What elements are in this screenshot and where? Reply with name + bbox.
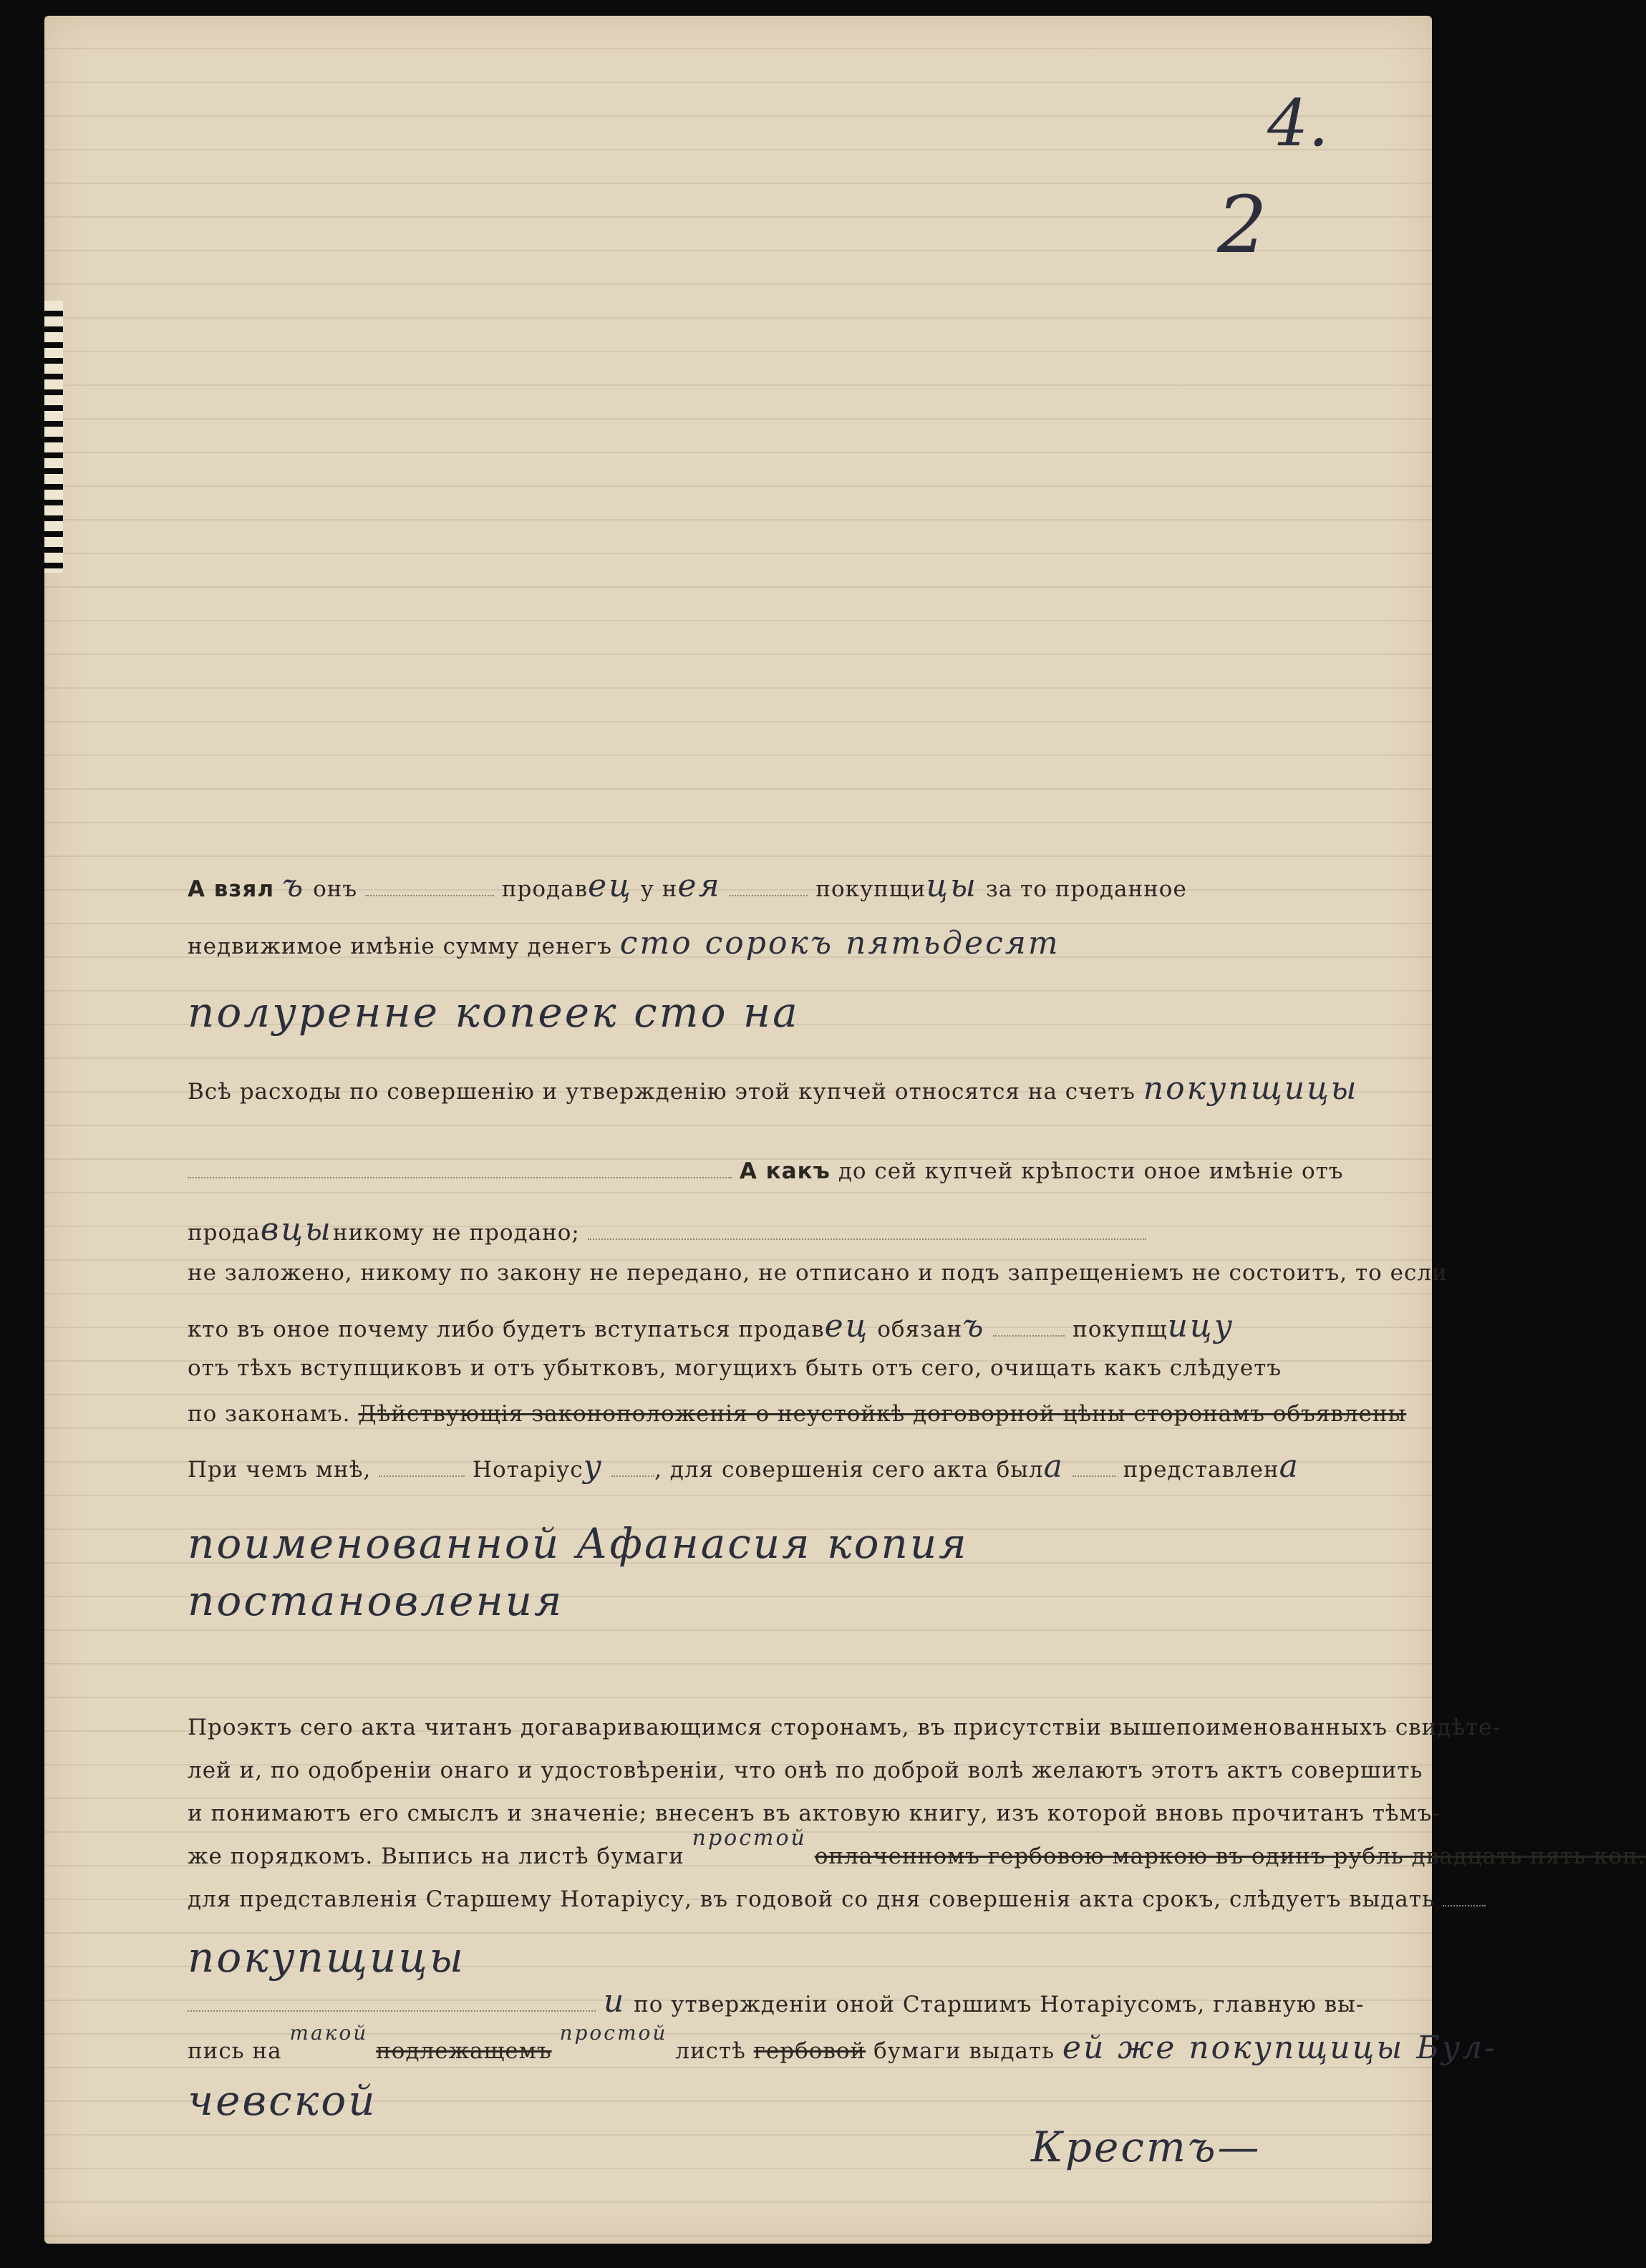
line-text: покупщи <box>815 876 926 902</box>
torn-edge <box>44 301 63 573</box>
text-line-1 <box>188 868 1299 904</box>
handwriting: ец <box>824 1308 870 1344</box>
text-line-10 <box>188 1401 1407 1427</box>
line-text: пись на <box>188 2038 282 2064</box>
text-line-13 <box>188 1576 1299 1625</box>
handwriting: а <box>1043 1448 1065 1485</box>
text-line-21 <box>188 2021 1497 2066</box>
handwriting: такой <box>289 2021 369 2045</box>
line-text: , для совершенія сего акта был <box>654 1457 1044 1483</box>
text-line-11 <box>188 1448 1299 1485</box>
text-line-8 <box>188 1308 1299 1344</box>
line-text: для представленія Старшему Нотаріусу, въ годовой со дня совершенія акта срокъ, слѣдуетъ выдать <box>188 1886 1435 1912</box>
text-line-22 <box>188 2076 1299 2125</box>
page-number-second: 2 <box>1217 179 1267 271</box>
line-text: Проэктъ сего акта читанъ догаваривающимся сторонамъ, въ присутствіи вышепоименованныхъ свидѣте- <box>188 1715 1501 1740</box>
text-line-7 <box>188 1260 1448 1286</box>
page-number-top: 4. <box>1267 86 1329 161</box>
line-text: обязан <box>877 1317 963 1342</box>
text-line-12 <box>188 1519 1299 1568</box>
line-text: прода <box>188 1220 261 1246</box>
struck-text: оплаченномъ гербовою маркою въ одинъ рубль двадцать пять коп. <box>814 1843 1646 1869</box>
line-text: недвижимое имѣніе сумму денегъ <box>188 934 612 959</box>
handwriting: полуренне копеек сто на <box>188 988 800 1037</box>
handwriting: вцы <box>260 1211 333 1248</box>
line-text: онъ <box>313 876 358 902</box>
handwriting: чевской <box>188 2076 377 2125</box>
line-text: же порядкомъ. Выпись на листѣ бумаги <box>188 1843 684 1869</box>
handwriting: ей же покупщицы Бул- <box>1062 2030 1497 2066</box>
line-text: кто въ оное почему либо будетъ вступаться продав <box>188 1317 825 1342</box>
handwriting: у <box>583 1448 604 1485</box>
handwriting: простой <box>559 2021 668 2045</box>
line-text: представлен <box>1123 1457 1279 1483</box>
text-line-6 <box>188 1211 1299 1248</box>
line-text: никому не продано; <box>332 1220 580 1246</box>
line-text: у н <box>640 876 678 902</box>
line-text: отъ тѣхъ вступщиковъ и отъ убытковъ, могущихъ быть отъ сего, очищать какъ слѣдуетъ <box>188 1355 1282 1381</box>
line-text: листѣ <box>675 2038 746 2064</box>
line-text: лей и, по одобреніи онаго и удостовѣреніи, что онѣ по доброй волѣ желаютъ этотъ актъ совершить <box>188 1758 1423 1783</box>
text-line-4 <box>188 1070 1359 1107</box>
line-text: по законамъ. <box>188 1401 351 1427</box>
line-text: Нотаріус <box>472 1457 584 1483</box>
text-line-18 <box>188 1886 1435 1912</box>
line-text: до сей купчей крѣпости оное имѣніе отъ <box>838 1158 1344 1184</box>
struck-text: гербовой <box>753 2038 866 2064</box>
text-line-9 <box>188 1355 1299 1381</box>
text-line-14 <box>188 1715 1501 1740</box>
handwriting: ец <box>588 868 633 904</box>
line-text: А какъ <box>739 1158 831 1184</box>
line-text: При чемъ мнѣ, <box>188 1457 372 1483</box>
text-line-17 <box>188 1826 1646 1869</box>
line-text: и понимаютъ его смыслъ и значеніе; внесенъ въ актовую книгу, изъ которой вновь прочитанъ тѣмъ- <box>188 1801 1441 1826</box>
line-text: А взял <box>188 876 275 902</box>
handwriting: поименованной Афанасия копия <box>188 1519 969 1568</box>
handwriting: ъ <box>962 1308 986 1344</box>
handwriting: Крестъ— <box>1031 2123 1262 2171</box>
line-text: покупщ <box>1073 1317 1168 1342</box>
handwriting: сто сорокъ пятьдесят <box>619 925 1060 961</box>
line-text: не заложено, никому по закону не передано, не отписано и подъ запрещеніемъ не состоитъ, то если <box>188 1260 1448 1286</box>
line-text: Всѣ расходы по совершенію и утвержденію этой купчей относятся на счетъ <box>188 1079 1136 1105</box>
struck-text: подлежащемъ <box>376 2038 552 2064</box>
handwriting: а <box>1279 1448 1300 1485</box>
text-line-20 <box>188 1983 1365 2020</box>
handwriting: ея <box>677 868 722 904</box>
line-text: бумаги выдать <box>873 2038 1055 2064</box>
text-line-3 <box>188 988 1299 1037</box>
handwriting: ицу <box>1167 1308 1235 1344</box>
line-text: по утвержденіи оной Старшимъ Нотаріусомъ, главную вы- <box>634 1992 1365 2017</box>
line-text: за то проданное <box>985 876 1187 902</box>
text-line-23 <box>1031 2123 1299 2171</box>
handwriting: простой <box>692 1826 807 1851</box>
text-line-5 <box>188 1158 1344 1184</box>
text-line-15 <box>188 1758 1423 1783</box>
line-text: продав <box>501 876 589 902</box>
handwriting: цы <box>926 868 978 904</box>
handwriting: постановления <box>188 1576 564 1625</box>
handwriting: покупщицы <box>1143 1070 1359 1107</box>
handwriting: и <box>603 1983 626 2020</box>
struck-text: Дѣйствующія законоположенія о неустойкѣ договорной цѣны сторонамъ объявлены <box>358 1401 1407 1427</box>
text-line-19 <box>188 1933 1299 1982</box>
handwriting: покупщицы <box>188 1933 466 1982</box>
text-line-16 <box>188 1801 1441 1826</box>
text-line-2 <box>188 925 1299 961</box>
handwriting: ъ <box>281 868 306 904</box>
